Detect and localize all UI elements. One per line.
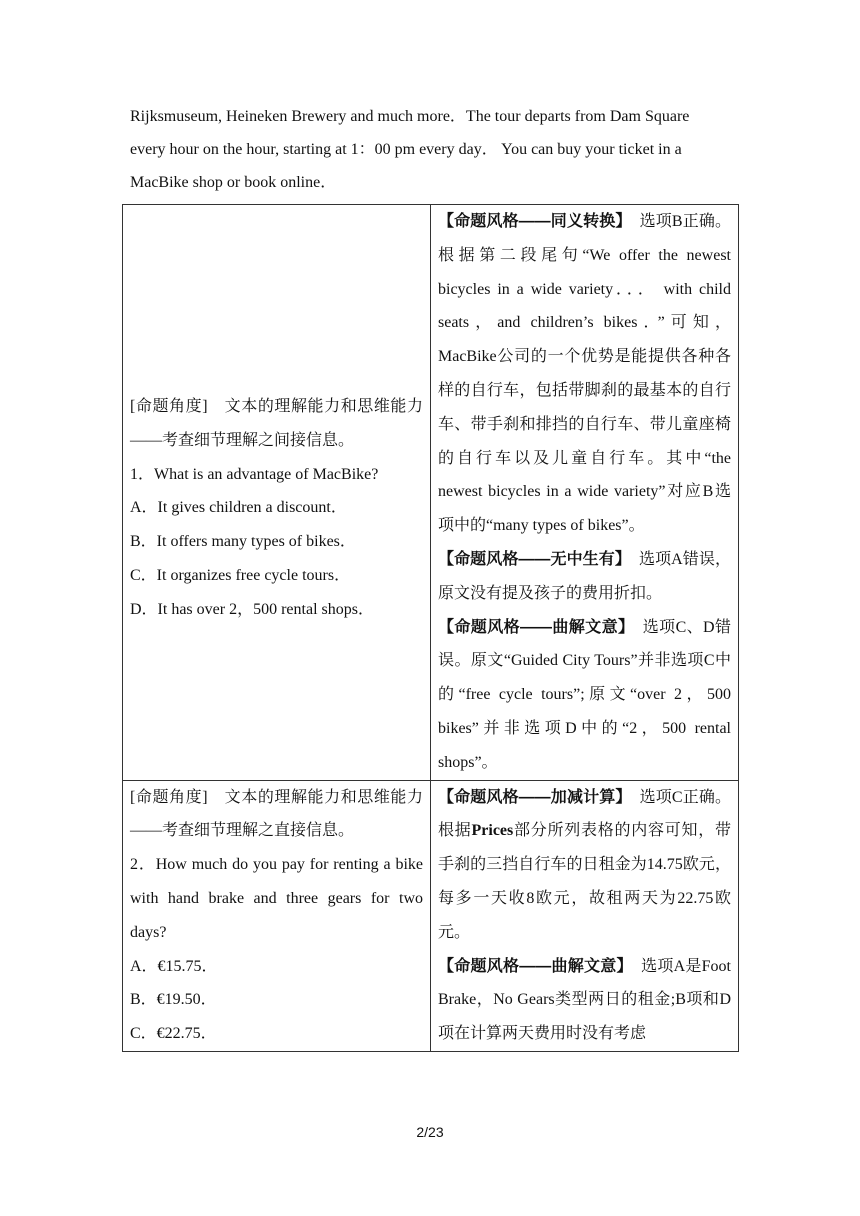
question-2-cell [123,780,431,1051]
table-row [123,780,739,1051]
style-heading: 【命题风格——加减计算】 [438,788,624,806]
angle-text: 文本的理解能力和思维能力——考查细节理解之直接信息。 [130,788,423,840]
angle-label: [命题角度] [130,788,208,806]
question-2-stem: 2．How much do you pay for renting a bike with hand brake and three gears for two days? [130,856,423,941]
question-1-cell [123,205,431,781]
style-heading: 【命题风格——无中生有】 [438,550,623,568]
intro-paragraph [130,100,736,199]
intro-line: MacBike shop or book online． [130,174,337,191]
answer-2-explanation-2 [438,950,731,1051]
prices-keyword: Prices [471,822,514,840]
question-2-option-b: B．€19.50． [130,991,217,1009]
angle-text: 文本的理解能力和思维能力——考查细节理解之间接信息。 [130,398,423,449]
style-heading: 【命题风格——曲解文意】 [438,618,627,636]
answer-1-explanation-1 [438,205,731,543]
question-1-option-d: D．It has over 2，500 rental shops． [130,600,374,618]
answer-2-cell [431,780,739,1051]
question-2-option-a: A．€15.75． [130,957,218,975]
question-2-option-c: C．€22.75． [130,1025,217,1043]
intro-line: Rijksmuseum, Heineken Brewery and much more．The tour departs from Dam Square [130,108,690,125]
explanation-text: 部分所列表格的内容可知，带手刹的三挡自行车的日租金为14.75欧元，每多一天收8欧元，故租两天为22.75欧元。 [438,822,731,941]
answer-2-explanation-1 [438,781,731,950]
explanation-text: 选项B正确。根据第二段尾句“We offer the newest bicycles in a wide variety．．． with child seats，and children’s bikes．”可知，MacBike公司的一个优势是能提供各种各样的自行车，包括带脚刹的最基本的自行车、带手刹和排挡的自行车、带儿童座椅的自行车以及儿童自行车。其中“the newest bicycles in a wide variety”对应B选项中的“many types of bikes”。 [438,213,731,535]
style-heading: 【命题风格——同义转换】 [438,213,624,230]
question-1-option-c: C．It organizes free cycle tours． [130,566,351,584]
question-2-angle [130,781,423,849]
explanation-text: 选项C、D错误。原文“Guided City Tours”并非选项C中的“free cycle tours”;原文“over 2，500 bikes”并非选项D中的“2，500 rental shops”。 [438,618,731,771]
explanation-text: 选项A是Foot Brake，No Gears类型两日的租金;B项和D项在计算两天费用时没有考虑 [438,957,731,1043]
analysis-table [122,204,739,1052]
answer-1-explanation-2 [438,543,731,611]
intro-line: every hour on the hour, starting at 1：00 pm every day． You can buy your ticket in a [130,141,682,158]
page-number: 2/23 [416,1124,444,1140]
table-row [123,205,739,781]
question-1-stem: 1．What is an advantage of MacBike? [130,465,379,483]
answer-1-explanation-3 [438,611,731,780]
answer-1-cell [431,205,739,781]
question-1-angle [130,390,423,458]
explanation-text: 选项A错误，原文没有提及孩子的费用折扣。 [438,550,731,602]
question-1-option-a: A．It gives children a discount． [130,499,347,517]
question-1-option-b: B．It offers many types of bikes． [130,533,356,551]
angle-label: [命题角度] [130,398,208,415]
explanation-text: 选项C正确。根据 [438,788,731,840]
style-heading: 【命题风格——曲解文意】 [438,957,625,975]
